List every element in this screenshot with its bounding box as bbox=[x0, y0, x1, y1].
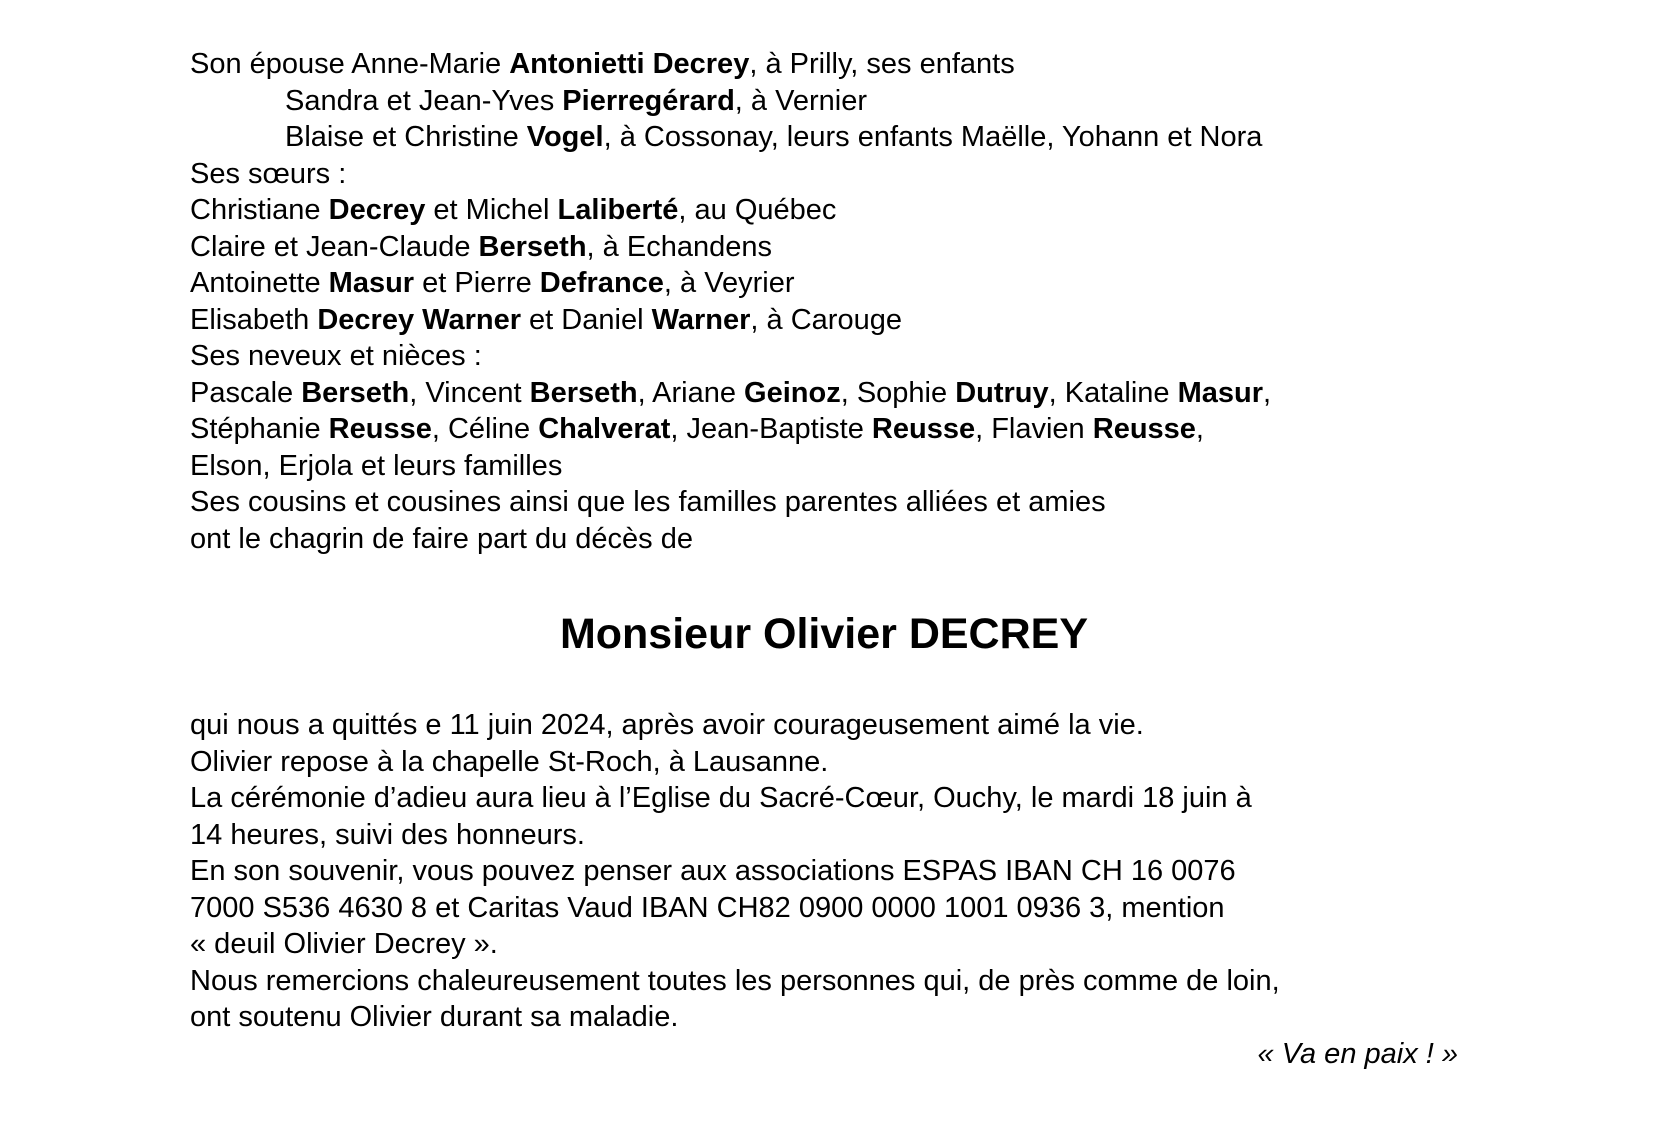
text-segment: et Pierre bbox=[414, 267, 540, 299]
text-segment: « deuil Olivier Decrey ». bbox=[190, 928, 498, 960]
name-emphasis: Reusse bbox=[328, 413, 432, 445]
name-emphasis: Monsieur Olivier DECREY bbox=[559, 610, 1089, 658]
text-line bbox=[190, 484, 1458, 521]
text-segment: ont le chagrin de faire part du décès de bbox=[190, 522, 693, 555]
text-segment: Claire et Jean-Claude bbox=[190, 230, 479, 263]
text-line bbox=[190, 853, 1458, 890]
text-segment: Ses neveux et nièces : bbox=[190, 340, 482, 372]
obituary-text bbox=[190, 46, 1458, 1072]
text-line bbox=[190, 521, 1458, 558]
name-emphasis: Warner bbox=[651, 303, 751, 336]
text-segment: , à Carouge bbox=[750, 303, 902, 336]
text-segment: Nous remercions chaleureusement toutes les personnes qui, de près comme de loin, bbox=[190, 964, 1280, 997]
text-segment: Elisabeth bbox=[190, 303, 318, 336]
text-line bbox=[190, 780, 1458, 817]
text-segment: , Céline bbox=[431, 413, 539, 445]
name-emphasis: Reusse bbox=[1092, 413, 1196, 445]
name-emphasis: Geinoz bbox=[744, 376, 841, 409]
name-emphasis: Antonietti Decrey bbox=[509, 48, 750, 80]
text-line bbox=[190, 963, 1458, 1000]
text-segment: Elson, Erjola et leurs familles bbox=[190, 449, 563, 482]
text-segment: , à Vernier bbox=[734, 84, 867, 117]
text-segment: , Jean-Baptiste bbox=[670, 413, 872, 445]
text-segment: Ses sœurs : bbox=[190, 157, 347, 190]
name-emphasis: Decrey Warner bbox=[317, 303, 521, 336]
text-segment: « Va en paix ! » bbox=[1257, 1037, 1458, 1070]
text-line bbox=[190, 338, 1458, 375]
name-emphasis: Berseth bbox=[301, 376, 410, 409]
text-segment: 7000 S536 4630 8 et Caritas Vaud IBAN CH82 0900 0000 1001 0936 3, mention bbox=[190, 891, 1225, 924]
text-segment: , Vincent bbox=[409, 376, 530, 409]
text-segment: , Sophie bbox=[840, 376, 956, 409]
text-segment: , Ariane bbox=[637, 376, 745, 409]
name-emphasis: Berseth bbox=[478, 230, 587, 263]
text-segment: 14 heures, suivi des honneurs. bbox=[190, 818, 585, 851]
text-segment: et Michel bbox=[425, 194, 558, 226]
text-line bbox=[190, 265, 1458, 302]
text-segment: , bbox=[1195, 413, 1204, 445]
name-emphasis: Reusse bbox=[871, 413, 976, 445]
text-line bbox=[190, 817, 1458, 854]
text-line bbox=[190, 156, 1458, 193]
text-segment: , à Echandens bbox=[586, 230, 772, 263]
name-emphasis: Defrance bbox=[539, 267, 664, 299]
text-line bbox=[190, 46, 1458, 83]
text-line bbox=[190, 302, 1458, 339]
text-line bbox=[190, 926, 1458, 963]
name-emphasis: Laliberté bbox=[557, 194, 679, 226]
text-segment: ont soutenu Olivier durant sa maladie. bbox=[190, 1001, 679, 1033]
text-segment: et Daniel bbox=[521, 303, 652, 336]
name-emphasis: Masur bbox=[1177, 376, 1264, 409]
name-emphasis: Chalverat bbox=[538, 413, 671, 445]
text-line bbox=[190, 375, 1458, 412]
text-line bbox=[190, 229, 1458, 266]
text-line bbox=[190, 890, 1458, 927]
text-line bbox=[190, 192, 1458, 229]
text-segment: qui nous a quittés e 11 juin 2024, après avoir courageusement aimé la vie. bbox=[190, 709, 1144, 741]
text-segment: La cérémonie d’adieu aura lieu à l’Eglise du Sacré-Cœur, Ouchy, le mardi 18 juin à bbox=[190, 782, 1252, 814]
name-emphasis: Berseth bbox=[529, 376, 638, 409]
text-segment: Stéphanie bbox=[190, 413, 329, 445]
name-emphasis: Decrey bbox=[328, 194, 426, 226]
deceased-name-title bbox=[190, 607, 1458, 661]
text-line bbox=[190, 744, 1458, 781]
text-segment: Blaise et Christine bbox=[285, 121, 527, 153]
text-line bbox=[190, 119, 1458, 156]
text-segment: , Kataline bbox=[1048, 376, 1178, 409]
text-segment: , au Québec bbox=[678, 194, 837, 226]
name-emphasis: Masur bbox=[328, 267, 415, 299]
text-segment: Sandra et Jean-Yves bbox=[285, 84, 563, 117]
text-segment: Ses cousins et cousines ainsi que les familles parentes alliées et amies bbox=[190, 486, 1106, 518]
text-line bbox=[190, 999, 1458, 1036]
text-segment: , bbox=[1263, 376, 1272, 409]
text-line bbox=[190, 83, 1458, 120]
text-segment: , Flavien bbox=[975, 413, 1093, 445]
text-line bbox=[190, 707, 1458, 744]
text-segment: , à Cossonay, leurs enfants Maëlle, Yohann et Nora bbox=[603, 121, 1263, 153]
text-segment: Son épouse Anne-Marie bbox=[190, 48, 510, 80]
name-emphasis: Dutruy bbox=[955, 376, 1049, 409]
text-segment: Olivier repose à la chapelle St-Roch, à Lausanne. bbox=[190, 745, 829, 778]
name-emphasis: Vogel bbox=[526, 121, 604, 153]
text-segment: Christiane bbox=[190, 194, 329, 226]
farewell-quote bbox=[190, 1036, 1458, 1073]
text-segment: Pascale bbox=[190, 376, 302, 409]
text-segment: En son souvenir, vous pouvez penser aux associations ESPAS IBAN CH 16 0076 bbox=[190, 855, 1236, 887]
text-line bbox=[190, 448, 1458, 485]
name-emphasis: Pierregérard bbox=[562, 84, 735, 117]
text-segment: , à Veyrier bbox=[663, 267, 795, 299]
text-line bbox=[190, 411, 1458, 448]
text-segment: Antoinette bbox=[190, 267, 329, 299]
text-segment: , à Prilly, ses enfants bbox=[749, 48, 1015, 80]
